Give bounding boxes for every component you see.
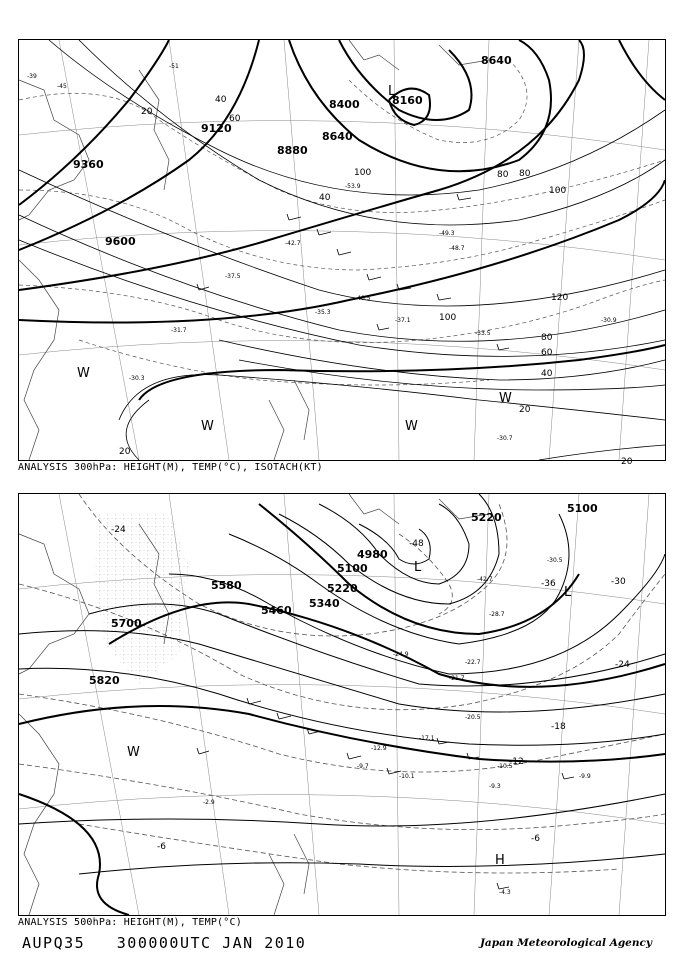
low-pressure-symbol: L xyxy=(414,560,422,575)
station-value: -12.9 xyxy=(371,745,387,752)
temp-label: -12 xyxy=(509,757,524,767)
station-value: -31.7 xyxy=(171,327,187,334)
temp-label: -6 xyxy=(531,834,540,844)
map-500hpa xyxy=(18,493,666,916)
wind-barbs xyxy=(197,194,509,350)
height-label: 5460 xyxy=(261,604,292,617)
station-value: -40.5 xyxy=(355,295,371,302)
station-value: -22.7 xyxy=(465,659,481,666)
temp-label: -36 xyxy=(541,579,556,589)
isotach-label: 20 xyxy=(141,107,153,117)
station-value: -24.9 xyxy=(393,651,409,658)
station-value: -20.5 xyxy=(465,714,481,721)
temp-label: -24 xyxy=(111,525,126,535)
station-value: -48.7 xyxy=(449,245,465,252)
height-label: 9360 xyxy=(73,158,104,171)
station-value: -10.1 xyxy=(399,773,415,780)
isotach-label: 80 xyxy=(541,333,553,343)
isotach-label: 100 xyxy=(354,168,372,178)
station-value: -9.3 xyxy=(489,783,501,790)
low-pressure-symbol: L xyxy=(564,585,572,600)
map-300hpa-canvas xyxy=(19,40,665,467)
isotach-label: 80 xyxy=(519,169,531,179)
height-label: 4980 xyxy=(357,548,388,561)
height-label: 8640 xyxy=(322,130,353,143)
isotach-label: 100 xyxy=(549,186,567,196)
caption-500hpa: ANALYSIS 500hPa: HEIGHT(M), TEMP(°C) xyxy=(18,917,242,928)
height-label: 5100 xyxy=(337,562,368,575)
isotach-label: 40 xyxy=(215,95,227,105)
high-pressure-symbol: H xyxy=(495,853,505,868)
temp-label: -30 xyxy=(611,577,626,587)
warm-symbol: W xyxy=(77,366,90,381)
temp-label: -48 xyxy=(409,539,424,549)
isotach-labels xyxy=(119,95,633,467)
height-label: 8880 xyxy=(277,144,308,157)
isotach-label: 40 xyxy=(541,369,553,379)
station-value: -42.7 xyxy=(285,240,301,247)
height-label: 9600 xyxy=(105,235,136,248)
agency-name: Japan Meteorological Agency xyxy=(479,937,652,949)
temp-label: -24 xyxy=(615,660,630,670)
station-value: -10.5 xyxy=(497,763,513,770)
hatched-region xyxy=(94,514,189,684)
height-label: 5580 xyxy=(211,579,242,592)
station-value: -49.3 xyxy=(439,230,455,237)
warm-symbol: W xyxy=(127,745,140,760)
height-label: 5340 xyxy=(309,597,340,610)
isotach-label: 20 xyxy=(119,447,131,457)
map-500hpa-canvas xyxy=(19,494,665,915)
isotach-label: 100 xyxy=(439,313,457,323)
height-label: 5220 xyxy=(327,582,358,595)
height-label: 5100 xyxy=(567,502,598,515)
station-value: -35.3 xyxy=(315,309,331,316)
station-value: -37.5 xyxy=(225,273,241,280)
station-value: -30.3 xyxy=(129,375,145,382)
isotach-label: 60 xyxy=(229,114,241,124)
isotach-label: 120 xyxy=(551,293,569,303)
station-value: -33.5 xyxy=(475,330,491,337)
station-value: -42.7 xyxy=(477,576,493,583)
isotach-label: 20 xyxy=(519,405,531,415)
station-value: -30.5 xyxy=(547,557,563,564)
station-value: -39 xyxy=(27,73,37,80)
station-value: -21.7 xyxy=(449,675,465,682)
chart-code: AUPQ35 300000UTC JAN 2010 xyxy=(22,934,307,952)
height-label: 5700 xyxy=(111,617,142,630)
station-value: -45 xyxy=(57,83,67,90)
station-value: -9.9 xyxy=(579,773,591,780)
height-label: 5220 xyxy=(471,511,502,524)
height-contours xyxy=(19,40,665,400)
station-value: -9.7 xyxy=(357,763,369,770)
isotach-label: 40 xyxy=(319,193,331,203)
station-value: -2.9 xyxy=(203,799,215,806)
isotach-label: 80 xyxy=(497,170,509,180)
height-label: 5820 xyxy=(89,674,120,687)
map-300hpa xyxy=(18,39,666,467)
station-value: -51 xyxy=(169,63,179,70)
low-pressure-symbol: L xyxy=(388,84,396,99)
height-label: 8160 xyxy=(392,94,423,107)
station-value: -30.7 xyxy=(497,435,513,442)
station-value: -53.9 xyxy=(345,183,361,190)
station-value: -37.1 xyxy=(395,317,411,324)
temp-label: -6 xyxy=(157,842,166,852)
station-value: -17.1 xyxy=(419,735,435,742)
isotach-label: 20 xyxy=(621,457,633,467)
station-value: -30.9 xyxy=(601,317,617,324)
wind-barbs xyxy=(197,698,574,889)
height-label: 8400 xyxy=(329,98,360,111)
station-value: -4.3 xyxy=(499,889,511,896)
isotach-label: 60 xyxy=(541,348,553,358)
height-label: 9120 xyxy=(201,122,232,135)
station-value: -28.7 xyxy=(489,611,505,618)
caption-300hpa: ANALYSIS 300hPa: HEIGHT(M), TEMP(°C), ISOTACH(KT) xyxy=(18,462,323,473)
temp-labels xyxy=(111,525,630,852)
station-values xyxy=(27,63,617,442)
temp-label: -18 xyxy=(551,722,566,732)
height-label: 8640 xyxy=(481,54,512,67)
warm-symbol: W xyxy=(405,419,418,434)
warm-symbol: W xyxy=(499,391,512,406)
warm-symbol: W xyxy=(201,419,214,434)
